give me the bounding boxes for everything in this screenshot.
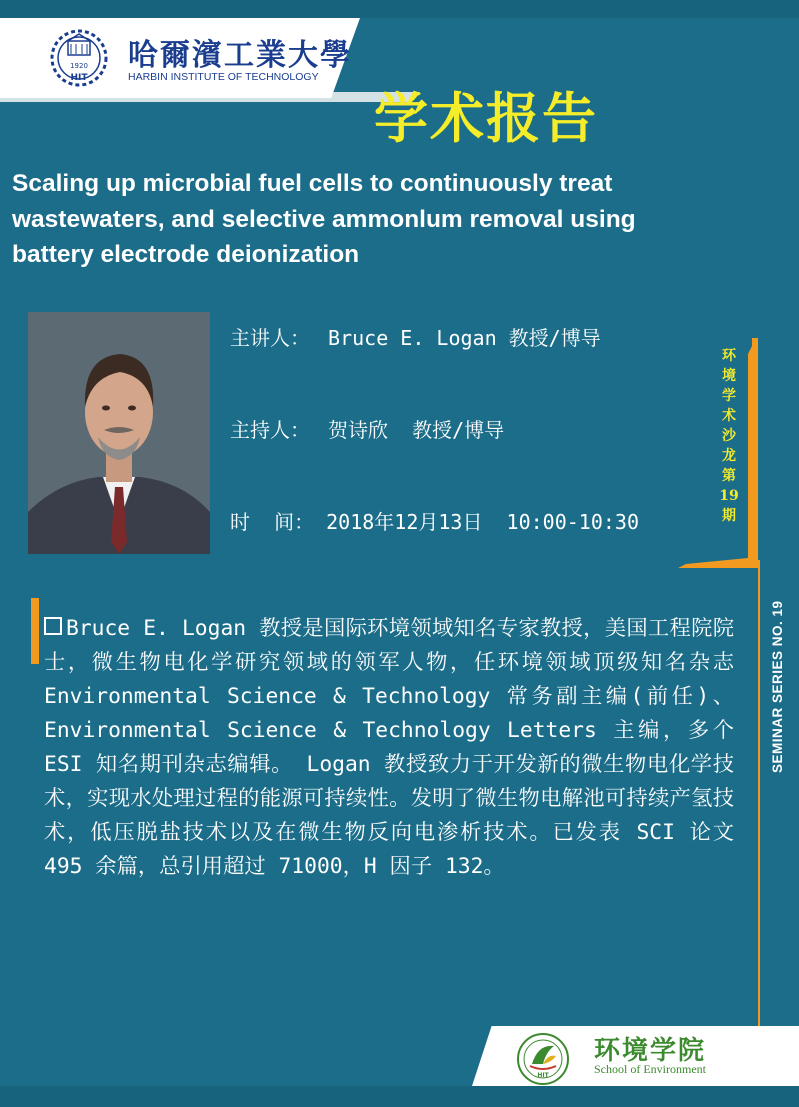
time-value: 2018年12月13日 10:00-10:30 <box>326 510 640 534</box>
top-bar <box>0 0 799 18</box>
main-title: 学术报告 <box>374 87 598 150</box>
school-name-en: School of Environment <box>594 1062 706 1076</box>
series-char: 期 <box>722 508 736 524</box>
footer-stripe <box>0 1086 799 1107</box>
bio-paragraph <box>44 612 734 884</box>
hit-emblem-logo <box>40 24 118 92</box>
series-label-cn <box>717 346 741 526</box>
vertical-divider <box>758 560 760 1080</box>
university-name-en: HARBIN INSTITUTE OF TECHNOLOGY <box>128 71 319 83</box>
time-line <box>230 506 639 535</box>
footer-emblem-hit: HIT <box>537 1072 549 1079</box>
bio-text: Bruce E. Logan 教授是国际环境领域知名专家教授，美国工程院院士，微生物电化学研究领域的领军人物，任环境领域顶级知名杂志 Environmental Science & Technology 常务副主编(前任)、 Environmental Science & Technology Letters 主编，多个 ESI 知名期刊杂志编辑。 Logan 教授致力于开发新的微生物电化学技术，实现水处理过程的能源可持续性。发明了微生物电解池可持续产氢技术，低压脱盐技术以及在微生物反向电渗析技术。已发表 SCI 论文 495 余篇，总引用超过 71000，H 因子 132。 <box>44 616 734 879</box>
bullet-box-icon <box>44 617 62 635</box>
school-emblem-logo <box>516 1032 570 1086</box>
host-label: 主持人： <box>230 418 310 442</box>
speaker-photo <box>28 312 210 554</box>
university-name-cn: 哈爾濱工業大學 <box>128 38 352 73</box>
school-name-cn: 环境学院 <box>594 1036 707 1066</box>
bio-accent-bar <box>31 598 39 664</box>
speaker-value: Bruce E. Logan 教授/博导 <box>328 326 601 350</box>
emblem-hit: HIT <box>70 73 88 83</box>
host-line <box>230 414 504 443</box>
speaker-line <box>230 322 601 351</box>
series-char: 术 <box>722 408 736 424</box>
series-char: 沙 <box>722 428 736 444</box>
speaker-label: 主讲人： <box>230 326 310 350</box>
series-label-en: SEMINAR SERIES NO. 19 <box>770 600 785 773</box>
time-label: 时 间： <box>230 510 315 534</box>
emblem-year: 1920 <box>70 62 88 70</box>
series-char: 龙 <box>722 448 736 464</box>
series-char: 环 <box>722 348 736 364</box>
talk-title: Scaling up microbial fuel cells to continuously treat wastewaters, and selective ammonlum removal using battery electrode deionization <box>12 170 636 268</box>
series-char: 境 <box>722 368 736 384</box>
series-char: 19 <box>719 488 739 504</box>
series-char: 学 <box>722 388 736 404</box>
host-value: 贺诗欣 教授/博导 <box>328 418 505 442</box>
series-char: 第 <box>722 468 736 484</box>
